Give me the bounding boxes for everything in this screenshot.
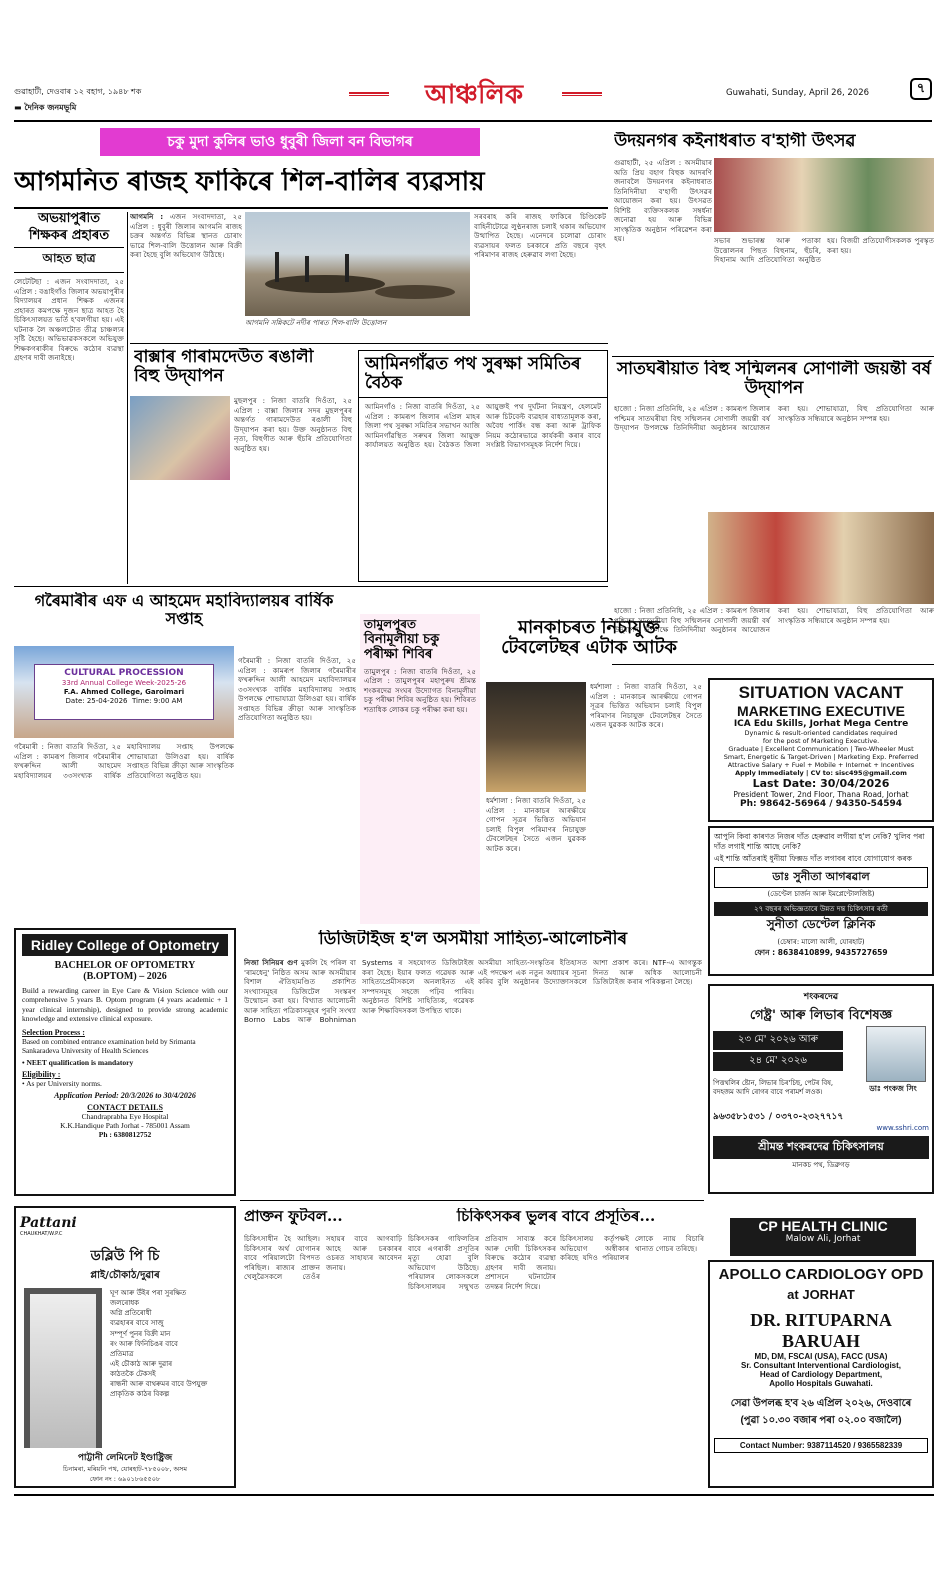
gauripur-body-cont: গৰৈমাৰী : নিজা বাতৰি দিওঁতা, ২৫ এপ্ৰিল : কামৰূপ জিলাৰ গৰৈমাৰীৰ ফখৰুদ্দিন আলী আহমেদ মহাবিদ্যালয়ৰ ৩৩সংখ্যক বাৰ্ষিক মহাবিদ্যালয় সপ্তাহ উপলক্ষে শোভাযাত্ৰা উলিওৱা হয়। বাৰ্ষিক সপ্তাহত বিভিন্ন ক্ৰীড়া আৰু সাংস্কৃতিক প্ৰতিযোগিতা অনুষ্ঠিত হয়। <box>238 656 356 722</box>
sv-phone: Ph: 98642-56964 / 94350-54594 <box>739 799 902 809</box>
feature-item: জলৰোধক <box>110 1299 140 1308</box>
dental-doctor: ডাঃ সুনীতা আগৰৱাল <box>714 867 928 888</box>
masthead-rule-right <box>562 92 602 96</box>
dhubri-headline: আগমনিত ৰাজহ ফাকিৰে শিল-বালিৰ ব্যৱসায় <box>14 168 485 197</box>
dhubri-body-1-text: এজন সংবাদদাতা, ২৫ এপ্ৰিল : ধুবুৰী জিলাৰ আগমনি ৰাজহ চক্ৰৰ অন্তৰ্গত বিভিন্ন স্থানত চোৰাং ভাৱে শিল-বালি উত্তোলন আৰু বিক্ৰী কৰা হৈছে বুলি অভিযোগ উঠিছে। <box>130 212 242 259</box>
ridley-contact-2: K.K.Handique Path Jorhat - 785001 Assam <box>60 1120 190 1130</box>
ridley-eligibility-body: • As per University norms. <box>22 1078 102 1088</box>
ridley-selection-body: Based on combined entrance examination held by Srimanta Sankaradeva University of Health Sciences <box>22 1036 196 1055</box>
dental-offer: এই শান্তি আঁতৰাই ধুনীয়া ফিক্সড দাঁত লগাবৰ বাবে যোগাযোগ কৰক <box>714 853 912 863</box>
mankachar-headline: মানকাচৰত নিচাযুক্ত টেবলেটছৰ এটাক আটক <box>501 618 677 659</box>
digitize-dateline: নিজা সিনিয়ৰ গুণ <box>244 958 298 967</box>
pattani-door-illustration <box>24 1288 102 1448</box>
pattani-feature-list <box>110 1288 230 1400</box>
pattani-brand: Pattani <box>20 1215 77 1231</box>
sankardev-date-1: ২৩ মে' ২০২৬ আৰু <box>713 1031 843 1050</box>
gauripur-top-rule <box>14 586 608 587</box>
ridley-contact-head: CONTACT DETAILS <box>87 1102 163 1112</box>
ridley-contact-3: Ph : 6380812752 <box>98 1129 152 1139</box>
ridley-course: BACHELOR OF OPTOMETRY <box>54 960 196 971</box>
sankardev-web: www.sshri.com <box>876 1123 929 1132</box>
situation-vacant-ad[interactable] <box>708 678 934 822</box>
sv-line5: Attractive Salary + Fuel + Mobile + Internet + Incentives <box>727 761 915 769</box>
banner-college: F.A. Ahmed College, Garoimari <box>63 688 185 696</box>
sankardev-phone: ৯৬৩৫৮১৫৩১ / ০৩৭০-২৩২৭৭১৭ <box>713 1111 844 1122</box>
tamulpur-headline: বিনামূলীয়া চকু পৰীক্ষা শিবিৰ <box>364 632 440 662</box>
apollo-role-1: Sr. Consultant Interventional Cardiologist, <box>740 1361 901 1370</box>
sankardev-camp: গেষ্ট্ৰ' আৰু লিভাৰ বিশেষজ্ঞ <box>749 1008 893 1023</box>
masthead-left-date: গুৱাহাটী, দেওবাৰ ১২ বহাগ, ১৯৪৮ শক <box>14 87 142 96</box>
doctor-body: চিকিৎসকৰ গাফিলতিৰ বাবে এগৰাকী প্ৰসূতিৰ মৃত্যু হোৱা বুলি অভিযোগ উঠিছে। পৰিয়ালৰ লোকসকলে চিকিৎসালয়ৰ সন্মুখত প্ৰতিবাদ সাব্যস্ত কৰে আৰু দোষী চিকিৎসকৰ বিৰুদ্ধে কঠোৰ ব্যৱস্থা গ্ৰহণৰ দাবী জনায়। প্ৰশাসনে ঘটনাটোৰ তদন্তৰ নিৰ্দেশ দিয়ে। <box>408 1234 556 1291</box>
apollo-title: APOLLO CARDIOLOGY OPD <box>718 1266 924 1283</box>
abhayapuri-kicker: অভয়াপুৰীত <box>38 212 100 226</box>
udaynagar-rule <box>612 356 934 357</box>
ridley-course-2: (B.OPTOM) – 2026 <box>83 971 167 982</box>
ridley-neet: • NEET qualification is mandatory <box>22 1057 134 1067</box>
page-number: ৭ <box>910 78 932 100</box>
dhubri-caption: আগমনি সন্নিকটে নদীৰ পাৰত শিল-বালি উত্তোলন <box>245 318 387 327</box>
sv-address: President Tower, 2nd Floor, Thana Road, Jorhat <box>733 790 909 799</box>
abhayapuri-sub: আহত ছাত্ৰ <box>14 247 124 273</box>
apollo-time: (পুৱা ১০.৩০ বজাৰ পৰা ০২.০০ বজালৈ) <box>740 1415 902 1426</box>
pattani-heading: ডব্লিউ পি চি <box>90 1248 160 1264</box>
sankardev-hospital: শ্ৰীমন্ত শংকৰদেৱ চিকিৎসালয় <box>713 1136 929 1159</box>
sankardev-date-2: ২৪ মে' ২০২৬ <box>713 1052 843 1071</box>
feature-item: প্ৰতিমাত্ৰ <box>110 1349 134 1358</box>
pattani-phone: ফোন নং : ৬৯০১৮৬৫৫০৮ <box>89 1475 161 1483</box>
mankachar-body: ধৰ্মশালা : নিজা বাতৰি দিওঁতা, ২৫ এপ্ৰিল : মানকাচৰ আৰক্ষীয়ে গোপন সূত্ৰৰ ভিত্তিত অভিযান চলাই বিপুল পৰিমাণৰ নিচাযুক্ত টেবলেটছৰ সৈতে এজন যুৱকক আটক কৰে। <box>590 682 702 729</box>
boat-illustration <box>245 212 470 316</box>
mankachar-body-2: ধৰ্মশালা : নিজা বাতৰি দিওঁতা, ২৫ এপ্ৰিল : মানকাচৰ আৰক্ষীয়ে গোপন সূত্ৰৰ ভিত্তিত অভিযান চলাই বিপুল পৰিমাণৰ নিচাযুক্ত টেবলেটছৰ সৈতে এজন যুৱকক আটক কৰে। <box>486 796 586 853</box>
feature-item: প্ৰাকৃতিক কাঠৰ বিকল্প <box>110 1390 170 1399</box>
doctor-body-2: চিকিৎসালয় কৰ্তৃপক্ষই অভিযোগ অস্বীকাৰ কৰিছে যদিও পৰিয়ালৰ লোকে ন্যায় বিচাৰি থানাত গোচৰ তৰিছে। <box>560 1234 704 1262</box>
football-body: চিকিৎসাধীন হৈ আছিল। চিকিৎসাৰ অৰ্থ যোগানৰ বাবে পৰিয়ালটো বিপদত পৰিছিল। ৰাজ্যৰ প্ৰাক্তন খেলুৱৈসকলে তেওঁৰ সহায়ৰ বাবে আগবাঢ়ি আহে আৰু চৰকাৰৰ ওচৰত সাহায্যৰ আবেদন জনায়। <box>244 1234 402 1281</box>
dhubri-bottom-rule <box>130 343 608 344</box>
doctor-headline: চিকিৎসকৰ ভুলৰ বাবে প্ৰসূতিৰ... <box>456 1208 656 1225</box>
pattani-logo <box>20 1212 230 1236</box>
dhubri-photo <box>245 212 470 316</box>
feature-item: কাঠতকৈ টেকসই <box>110 1370 156 1379</box>
dental-doctor-sub: (ডেণ্টেল চাৰ্জন আৰু ইমপ্লেণ্টোলজিষ্ট) <box>767 890 875 899</box>
digitize-body <box>244 958 474 1194</box>
sathgharia-rule <box>612 664 934 665</box>
masthead-underline <box>14 120 932 122</box>
feature-item: ঘূণ আৰু উঁইৰ পৰা সুৰক্ষিত <box>110 1289 187 1297</box>
ridley-ad[interactable] <box>14 928 236 1196</box>
masthead-rule-left <box>349 92 389 96</box>
banner-title: CULTURAL PROCESSION <box>64 668 184 678</box>
abhayapuri-headline: শিক্ষকৰ প্ৰহাৰত <box>28 227 110 243</box>
cp-title: CP HEALTH CLINIC <box>758 1218 888 1234</box>
sv-company: ICA Edu Skills, Jorhat Mega Centre <box>733 719 909 729</box>
pattani-address: চিনামৰা, মৰিয়নি পথ, যোৰহাট-৭৮৫০০৮, অসম <box>62 1465 188 1473</box>
amingaon-box <box>358 350 608 582</box>
dhubri-body-2: সৰবৰাহ কৰি ৰাজহ ফাকিৰে চিণ্ডিকেট বাহিনীটোৱে লুণ্ঠনৰাজ চলাই থকাৰ অভিযোগ উত্থাপিত হৈছে। এনেদৰে চলোৱা চোৰাং ব্যৱসায়ৰ ফলত চৰকাৰে প্ৰতি বছৰে বৃহৎ পৰিমাণৰ ৰাজহ হেৰুৱাব লগা হৈছে। <box>474 212 606 259</box>
dental-phone: ফোন : 8638410899, 9435727659 <box>754 948 888 958</box>
sankardev-doctor: ডাঃ পংকজ সিং <box>869 1084 917 1093</box>
ridley-pitch: Build a rewarding career in Eye Care & Vision Science with our comprehensive 5 years B. Optom program (4 years academic + 1 year clinical internship), designed to provide strong academic knowledge and extensive clinical exposure. <box>22 986 228 1024</box>
college-banner <box>34 664 214 720</box>
sv-line1: Dynamic & result-oriented candidates required <box>744 729 898 737</box>
digitize-rule <box>240 1200 704 1201</box>
tamulpur-kicker: তামুলপুৰত <box>364 617 416 631</box>
apollo-ad[interactable] <box>708 1260 934 1488</box>
apollo-role-3: Apollo Hospitals Guwahati. <box>769 1379 873 1388</box>
apollo-at: at JORHAT <box>787 1287 855 1302</box>
apollo-contact: Contact Number: 9387114520 / 9365582339 <box>714 1438 928 1453</box>
masthead-right-date: Guwahati, Sunday, April 26, 2026 <box>726 88 870 98</box>
sankardev-doctor-photo <box>866 1026 926 1082</box>
feature-item: ৰান্ধনী আৰু বাথৰুমৰ বাবে উপযুক্ত <box>110 1380 208 1389</box>
sankardev-services: পিত্তথলিৰ ষ্টোন, লিভাৰ চিৰ'চিছ, পেটৰ বিষ, বদহজম আদি ৰোগৰ বাবে পৰামৰ্শ লওক। <box>713 1079 834 1096</box>
feature-item: সম্পূৰ্ণ পুনৰ বিক্ৰী মান <box>110 1329 171 1338</box>
banner-date: Date: 25-04-2026 <box>65 696 128 705</box>
masthead <box>14 78 932 120</box>
dhubri-tagline: চকু মুদা কুলিৰ ভাও ধুবুৰী জিলা বন বিভাগৰ <box>100 128 480 156</box>
udaynagar-headline: উদয়নগৰ কইনাধৰাত ব'হাগী উৎসৱ <box>614 132 856 151</box>
dhubri-rule <box>14 207 608 209</box>
apollo-schedule: সেৱা উপলব্ধ হ'ব ২৬ এপ্ৰিল ২০২৬, দেওবাৰে <box>730 1398 912 1409</box>
sankardev-ad[interactable] <box>708 984 934 1194</box>
sathgharia-body: হাজো : নিজা প্ৰতিনিধি, ২৫ এপ্ৰিল : কামৰূপ জিলাৰ পশ্চিমৰ সাতঘৰীয়া বিহু সন্মিলনৰ সোণালী জয়ন্তী বৰ্ষ উদ্‌যাপন উপলক্ষে তিনিদিনীয়া অনুষ্ঠানৰ আয়োজন কৰা হয়। শোভাযাত্ৰা, বিহু প্ৰতিযোগিতা আৰু সাংস্কৃতিক সন্ধিয়াৰে অনুষ্ঠান সম্পন্ন হয়। <box>614 404 934 432</box>
gauripur-photo <box>14 646 234 738</box>
apollo-degrees: MD, DM, FSCAI (USA), FACC (USA) <box>754 1352 888 1361</box>
ridley-contact-1: Chandraprabha Eye Hospital <box>81 1111 169 1121</box>
banner-datetime <box>35 697 213 706</box>
baksa-headline: বাক্সাৰ গাৰামদেউত ৰঙালী বিহু উদ্‌যাপন <box>134 348 314 387</box>
sv-role: MARKETING EXECUTIVE <box>736 703 905 719</box>
dental-clinic-addr: (চেম্বাৰ: মালো আলী, যোৰহাট) <box>777 938 865 947</box>
udaynagar-body: গুৱাহাটী, ২৫ এপ্ৰিল : অসমীয়াৰ অতি প্ৰিয় বহাগ বিহুক আদৰণি জনাবলৈ উদয়নগৰ কইনাধৰাত তিনিদিনীয়া ব'হাগী উৎসৱৰ আয়োজন কৰা হয়। উৎসৱত বিশিষ্ট ব্যক্তিসকলক সম্বৰ্ধনা জনোৱা হয় আৰু বিভিন্ন সাংস্কৃতিক অনুষ্ঠান পৰিৱেশন কৰা হয়। <box>614 158 712 243</box>
sathgharia-photo <box>708 512 934 604</box>
apollo-role-2: Head of Cardiology Department, <box>759 1370 883 1379</box>
sv-line6: Apply Immediately | CV to: sisc495@gmail.com <box>735 769 907 777</box>
ridley-period: Application Period: 20/3/2026 to 30/4/2026 <box>54 1090 196 1100</box>
pattani-ad[interactable] <box>14 1206 236 1488</box>
pattani-sub: প্লাই/চৌকাঠ/দুৱাৰ <box>90 1270 160 1281</box>
abhayapuri-body: লেটেটিছা : এজন সংবাদদাতা, ২৫ এপ্ৰিল : বঙাইগাঁও জিলাৰ অভয়াপুৰীৰ বিদ্যালয়ৰ প্ৰধান শিক্ষক এজনৰ প্ৰহাৰত কমপক্ষে দুজন ছাত্ৰ আহত হৈ চিকিৎসালয়ত ভৰ্তি হ'বলগীয়া হয়। এই ঘটনাক লৈ অঞ্চলটোত তীব্ৰ চাঞ্চল্যৰ সৃষ্টি হৈছে। অভিভাৱকসকলে অভিযুক্ত শিক্ষকগৰাকীৰ বিৰুদ্ধে কঠোৰ ব্যৱস্থা গ্ৰহণৰ দাবী জনাইছে। <box>14 277 124 363</box>
sankardev-hospital-addr: মানকচ পথ, ডিব্ৰুগড় <box>792 1160 850 1169</box>
banner-sub: 33rd Annual College Week-2025-26 <box>61 679 187 688</box>
digitize-headline: ডিজিটাইজ হ'ল অসমীয়া সাহিত্য-আলোচনীৰ <box>318 930 628 949</box>
mankachar-photo <box>486 682 586 792</box>
banner-time: Time: 9:00 AM <box>131 696 183 705</box>
cp-health-header <box>730 1218 916 1256</box>
abhayapuri-box <box>14 212 124 584</box>
sv-line4: Smart, Energetic & Target-Driven | Marketing Exp. Preferred <box>723 753 919 761</box>
amingaon-headline: আমিনগাঁৱত পথ সুৰক্ষা সমিতিৰ বৈঠক <box>359 351 607 398</box>
sankardev-brand: শংকৰদেৱ <box>803 992 839 1002</box>
football-headline: প্ৰাক্তন ফুটবল... <box>244 1208 343 1225</box>
ridley-selection-head: Selection Process : <box>22 1027 85 1037</box>
gauripur-body: গৰৈমাৰী : নিজা বাতৰি দিওঁতা, ২৫ এপ্ৰিল : কামৰূপ জিলাৰ গৰৈমাৰীৰ ফখৰুদ্দিন আলী আহমেদ মহাবিদ্যালয়ৰ ৩৩সংখ্যক বাৰ্ষিক মহাবিদ্যালয় সপ্তাহ উপলক্ষে শোভাযাত্ৰা উলিওৱা হয়। বাৰ্ষিক সপ্তাহত বিভিন্ন ক্ৰীড়া আৰু সাংস্কৃতিক প্ৰতিযোগিতা অনুষ্ঠিত হয়। <box>14 742 234 780</box>
abhayapuri-divider <box>127 212 128 584</box>
dental-years: ২৭ বছৰৰ অভিজ্ঞতাৰে উন্নত দন্ত চিকিৎসাৰ ৰতী <box>714 902 928 916</box>
feature-item: এই চৌকাঠ আৰু দুৱাৰ <box>110 1359 173 1368</box>
sv-title: SITUATION VACANT <box>738 683 904 702</box>
dhubri-body-1 <box>130 212 242 340</box>
digitize-body-text: মুকলি হৈ পৰিল বা 'ৰামধেনু' নিষ্ঠিত অসম আৰু অসমীয়াৰ বিশাল ঐতিহ্যমণ্ডিত প্ৰকাশিত সংখ্যাসমূহৰ ডিজিটেল সংস্কৰণ উন্মোচন কৰা হয়। বিখ্যাত আলোচনী আৰু সাহিত্য পত্ৰিকাসমূহৰ পুৰণি সংখ্যা Borno Labs আৰু Bohniman Systems ৰ সহযোগত ডিজিটাইজ কৰা হৈছে। ইয়াৰ ফলত গৱেষক আৰু সাহিত্যপ্ৰেমীসকলে অনলাইনত এই সম্পদসমূহ সহজে পঢ়িব পাৰিব। অনুষ্ঠানত বিশিষ্ট সাহিত্যিক, গৱেষক আৰু শিক্ষাবিদসকল উপস্থিত থাকে। <box>244 958 474 1024</box>
ridley-title: Ridley College of Optometry <box>22 934 228 956</box>
feature-item: ব্যৱহাৰৰ বাবে সাজু <box>110 1319 164 1328</box>
tamulpur-box <box>360 614 480 924</box>
udaynagar-body-2: সভাৰ শুভাৰম্ভ আৰু পতাকা উত্তোলনৰ পিছত বিহুনাম, হুঁচৰি, দিহানাম আদি প্ৰতিযোগিতা অনুষ্ঠিত হয়। বিজয়ী প্ৰতিযোগীসকলক পুৰস্কৃত কৰা হয়। <box>714 236 934 264</box>
feature-item: ৰং আৰু ফিনিচিঙৰ বাবে <box>110 1339 178 1348</box>
sv-last-date: Last Date: 30/04/2026 <box>752 777 890 790</box>
udaynagar-photo <box>714 158 934 232</box>
dhubri-dateline: আগমনি : <box>130 212 164 221</box>
sathgharia-headline: সাতঘৰীয়াত বিহু সন্মিলনৰ সোণালী জয়ন্তী বৰ্ষ উদ্‌যাপন <box>616 360 932 399</box>
masthead-left-brand: ▬ দৈনিক জনমভূমি <box>14 103 77 112</box>
dental-question: আপুনি কিবা কাৰণত নিজৰ দাঁত হেৰুৱাব লগীয়া হ'ল নেকি? খুলিব পৰা দাঁত লগাই শান্তি আছে নেকি? <box>714 832 925 851</box>
baksa-body: মুছলপুৰ : নিজা বাতৰি দিওঁতা, ২৫ এপ্ৰিল : বাক্সা জিলাৰ সদৰ মুছলপুৰৰ অন্তৰ্গত গাৰামদেউত ৰঙালী বিহু উদ্‌যাপন কৰা হয়। উক্ত অনুষ্ঠানত বিহু নৃত্য, বিহুগীত আৰু হুঁচৰি প্ৰতিযোগিতা অনুষ্ঠিত হয়। <box>234 396 352 453</box>
tamulpur-body: তামুলপুৰ : নিজা বাতৰি দিওঁতা, ২৫ এপ্ৰিল : তামুলপুৰৰ মহাপুৰুষ শ্ৰীমন্ত শংকৰদেৱ সংঘৰ উদ্যোগত বিনামূলীয়া চকু পৰীক্ষা শিবিৰ অনুষ্ঠিত হয়। শিবিৰত শতাধিক লোকৰ চকু পৰীক্ষা কৰা হয়। <box>364 666 476 714</box>
apollo-doctor: DR. RITUPARNA BARUAH <box>750 1310 892 1351</box>
digitize-body-2: অসমীয়া সাহিত্য-সংস্কৃতিৰ ইতিহাসত এই পদক্ষেপ এক নতুন অধ্যায়ৰ সূচনা কৰিব বুলি অনুষ্ঠানৰ উদ্যোক্তাসকলে আশা প্ৰকাশ কৰে। NTF-এ আগন্তুক দিনত আৰু অধিক আলোচনী ডিজিটাইজ কৰাৰ পৰিকল্পনা লৈছে। <box>478 958 702 986</box>
sv-line2: for the post of Marketing Executive. <box>762 737 880 745</box>
page-bottom-rule <box>14 1494 934 1496</box>
cp-sub: Malow Ali, Jorhat <box>785 1234 861 1244</box>
dental-ad[interactable] <box>708 826 934 976</box>
feature-item: অগ্নি প্ৰতিৰোধী <box>110 1309 152 1318</box>
sathgharia-body-2: হাজো : নিজা প্ৰতিনিধি, ২৫ এপ্ৰিল : কামৰূপ জিলাৰ পশ্চিমৰ সাতঘৰীয়া বিহু সন্মিলনৰ সোণালী জয়ন্তী বৰ্ষ উদ্‌যাপন উপলক্ষে তিনিদিনীয়া অনুষ্ঠানৰ আয়োজন কৰা হয়। শোভাযাত্ৰা, বিহু প্ৰতিযোগিতা আৰু সাংস্কৃতিক সন্ধিয়াৰে অনুষ্ঠান সম্পন্ন হয়। <box>614 606 934 634</box>
masthead-title: আঞ্চলিক <box>424 80 524 110</box>
dental-clinic: সুনীতা ডেণ্টেল ক্লিনিক <box>766 917 876 932</box>
sv-line3: Graduate | Excellent Communication | Two-Wheeler Must <box>728 745 914 753</box>
pattani-brand-sub: CHAUKHAT/W.P.C <box>20 1231 63 1237</box>
baksa-photo <box>130 396 230 480</box>
gauripur-headline: গৰৈমাৰীৰ এফ এ আহমেদ মহাবিদ্যালয়ৰ বাৰ্ষিক সপ্তাহ <box>34 592 334 628</box>
ridley-eligibility-head: Eligibility : <box>22 1069 61 1079</box>
amingaon-body: আমিনগাঁও : নিজা বাতৰি দিওঁতা, ২৫ এপ্ৰিল : কামৰূপ জিলাৰ এপ্ৰিল মাহৰ জিলা পথ সুৰক্ষা সমিতিৰ সভাখন আজি আমিনগাঁৱস্থিত সৰুঘৰ জিলা আয়ুক্ত কাৰ্যালয়ত অনুষ্ঠিত হয়। বৈঠকত জিলা আয়ুক্তই পথ দুৰ্ঘটনা নিয়ন্ত্ৰণ, হেলমেট আৰু চিটবেল্ট ব্যৱহাৰ বাধ্যতামূলক কৰা, অবৈধ পাৰ্কিং বন্ধ কৰা আৰু ট্ৰাফিক নিয়ম কঠোৰভাৱে কাৰ্যকৰী কৰাৰ বাবে সংশ্লিষ্ট বিভাগসমূহক নিৰ্দেশ দিয়ে। <box>365 402 601 450</box>
pattani-footer: পাট্টানী লেমিনেট ইণ্ডাষ্ট্ৰিজ <box>77 1453 173 1463</box>
